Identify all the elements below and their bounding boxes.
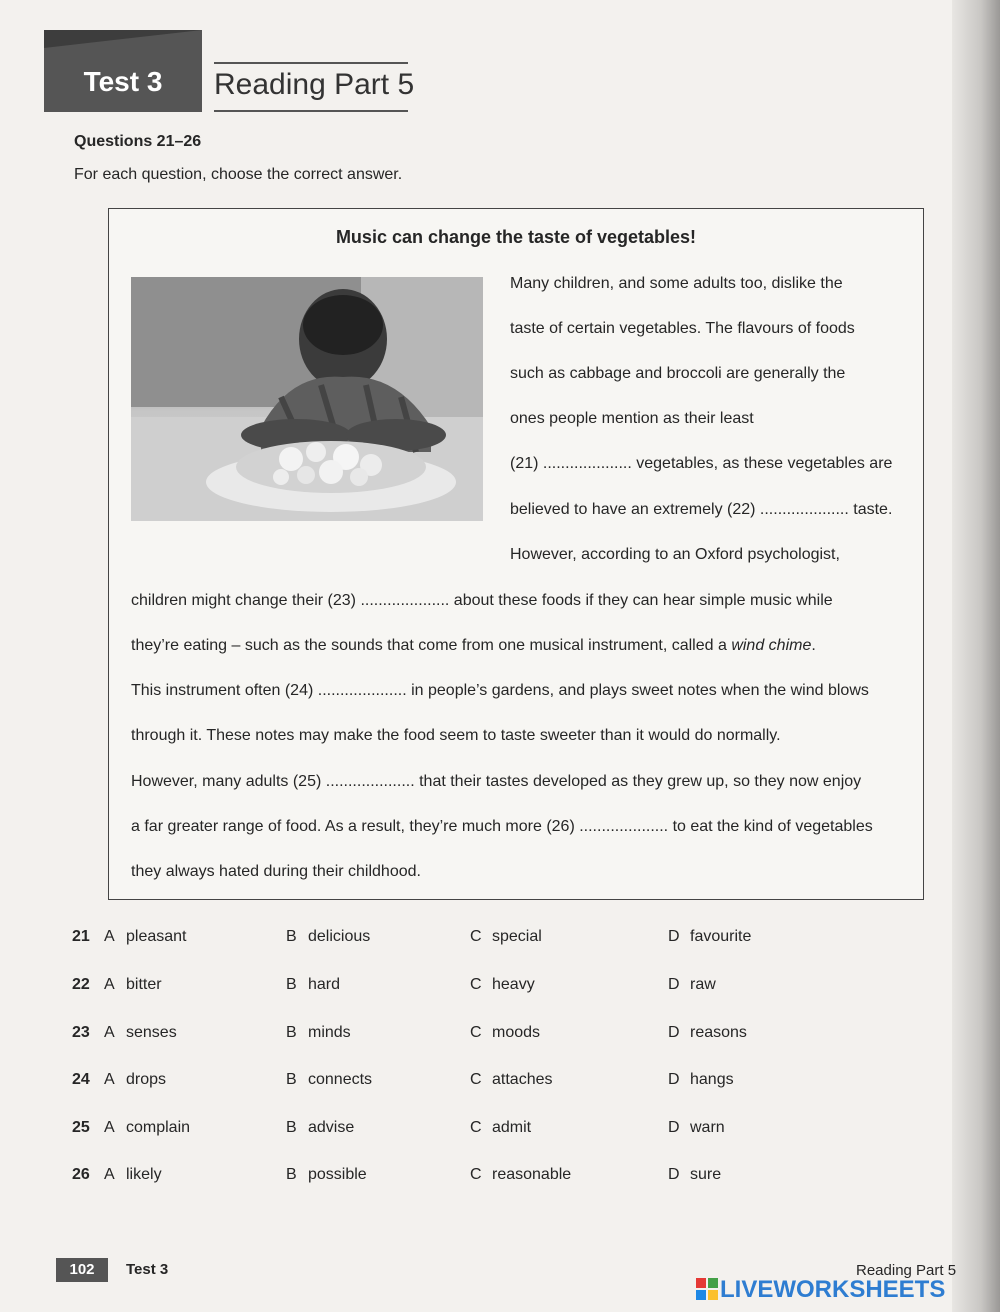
option-text: advise: [308, 1119, 355, 1136]
option-text: likely: [126, 1166, 162, 1183]
option-letter: D: [668, 976, 680, 993]
footer-test-label: Test 3: [126, 1261, 169, 1278]
option-text: bitter: [126, 976, 162, 993]
passage-line-10: This instrument often (24) .................... in people’s gardens, and plays sweet notes when the wind blows: [131, 682, 869, 699]
passage-line-13: a far greater range of food. As a result, they’re much more (26) .................... to eat the kind of vegetables: [131, 818, 873, 835]
option-25-a[interactable]: [104, 1119, 190, 1137]
passage-line-5: (21) .................... vegetables, as these vegetables are: [510, 455, 893, 472]
option-letter: A: [104, 976, 115, 993]
passage-line-8: children might change their (23) .................... about these foods if they can hear simple music while: [131, 592, 833, 609]
option-text: warn: [690, 1119, 725, 1136]
page-number: 102: [56, 1258, 108, 1282]
option-letter: C: [470, 1119, 482, 1136]
wind-chime-period: .: [811, 637, 816, 654]
option-letter: A: [104, 1024, 115, 1041]
option-22-b[interactable]: [286, 976, 340, 994]
option-text: moods: [492, 1024, 541, 1041]
option-letter: B: [286, 976, 297, 993]
option-text: reasonable: [492, 1166, 572, 1183]
option-21-b[interactable]: [286, 928, 370, 946]
option-24-c[interactable]: [470, 1071, 552, 1089]
option-23-c[interactable]: [470, 1024, 540, 1042]
option-21-d[interactable]: [668, 928, 751, 946]
question-number: 25: [72, 1119, 90, 1136]
part-title: Reading Part 5: [214, 68, 415, 101]
option-letter: C: [470, 928, 482, 945]
option-text: connects: [308, 1071, 373, 1088]
option-text: delicious: [308, 928, 371, 945]
option-24-b[interactable]: [286, 1071, 372, 1089]
option-text: pleasant: [126, 928, 187, 945]
footer-part-label: Reading Part 5: [856, 1262, 957, 1279]
passage-line-4: ones people mention as their least: [510, 410, 754, 427]
option-text: drops: [126, 1071, 167, 1088]
option-23-a[interactable]: [104, 1024, 177, 1042]
option-25-c[interactable]: [470, 1119, 531, 1137]
passage-line-14: they always hated during their childhood.: [131, 863, 421, 880]
option-22-c[interactable]: [470, 976, 535, 994]
watermark-text: LIVEWORKSHEETS: [720, 1276, 946, 1303]
question-number: 26: [72, 1166, 90, 1183]
option-26-d[interactable]: [668, 1166, 721, 1184]
option-letter: A: [104, 1119, 115, 1136]
passage-line-7: However, according to an Oxford psychologist,: [510, 546, 840, 563]
passage-line-11: through it. These notes may make the food seem to taste sweeter than it would do normally.: [131, 727, 781, 744]
option-letter: B: [286, 928, 297, 945]
liveworksheets-watermark: [696, 1276, 945, 1304]
question-number: 21: [72, 928, 90, 945]
option-24-d[interactable]: [668, 1071, 734, 1089]
passage-line-1: Many children, and some adults too, dislike the: [510, 275, 843, 292]
option-text: sure: [690, 1166, 722, 1183]
wind-chime-term: wind chime: [731, 637, 812, 654]
option-letter: C: [470, 1071, 482, 1088]
option-text: complain: [126, 1119, 191, 1136]
question-number: 22: [72, 976, 90, 993]
option-text: reasons: [690, 1024, 747, 1041]
question-number: 24: [72, 1071, 90, 1088]
header-rule-bottom: [214, 110, 408, 112]
test-label: Test 3: [83, 66, 163, 97]
option-21-a[interactable]: [104, 928, 187, 946]
option-text: heavy: [492, 976, 535, 993]
option-letter: B: [286, 1024, 297, 1041]
option-letter: D: [668, 1166, 680, 1183]
option-letter: A: [104, 1071, 115, 1088]
option-23-d[interactable]: [668, 1024, 747, 1042]
passage-line-9: [131, 637, 816, 655]
option-25-d[interactable]: [668, 1119, 725, 1137]
option-22-d[interactable]: [668, 976, 716, 994]
passage-line-2: taste of certain vegetables. The flavours of foods: [510, 320, 855, 337]
option-24-a[interactable]: [104, 1071, 166, 1089]
option-text: hard: [308, 976, 341, 993]
header-rule-top: [214, 62, 408, 64]
option-letter: B: [286, 1071, 297, 1088]
option-23-b[interactable]: [286, 1024, 351, 1042]
option-26-a[interactable]: [104, 1166, 162, 1184]
page-edge-shadow: [952, 0, 1000, 1312]
passage-line-12: However, many adults (25) .................... that their tastes developed as they grew up, so they now enjoy: [131, 773, 862, 790]
passage-box: [108, 208, 924, 900]
option-text: admit: [492, 1119, 532, 1136]
option-letter: C: [470, 976, 482, 993]
option-text: attaches: [492, 1071, 553, 1088]
option-text: possible: [308, 1166, 367, 1183]
passage-line-3: such as cabbage and broccoli are generally the: [510, 365, 846, 382]
option-letter: D: [668, 928, 680, 945]
question-number: 23: [72, 1024, 90, 1041]
option-letter: A: [104, 928, 115, 945]
questions-title: Questions 21–26: [74, 133, 202, 150]
option-letter: C: [470, 1024, 482, 1041]
passage-line-6: believed to have an extremely (22) .................... taste.: [510, 501, 893, 518]
option-text: minds: [308, 1024, 351, 1041]
liveworksheets-logo-icon: [696, 1278, 718, 1300]
option-letter: D: [668, 1071, 680, 1088]
option-25-b[interactable]: [286, 1119, 354, 1137]
option-letter: A: [104, 1166, 115, 1183]
option-text: favourite: [690, 928, 752, 945]
instruction: For each question, choose the correct answer.: [74, 166, 403, 183]
option-text: raw: [690, 976, 716, 993]
option-text: senses: [126, 1024, 177, 1041]
option-letter: B: [286, 1119, 297, 1136]
passage-title: Music can change the taste of vegetables!: [335, 227, 697, 247]
option-letter: B: [286, 1166, 297, 1183]
option-letter: D: [668, 1024, 680, 1041]
option-text: hangs: [690, 1071, 734, 1088]
option-21-c[interactable]: [470, 928, 542, 946]
photo-illustration: [131, 277, 483, 521]
child-with-vegetables-photo: [131, 277, 483, 521]
option-22-a[interactable]: [104, 976, 162, 994]
option-letter: C: [470, 1166, 482, 1183]
option-text: special: [492, 928, 542, 945]
option-26-b[interactable]: [286, 1166, 367, 1184]
option-letter: D: [668, 1119, 680, 1136]
option-26-c[interactable]: [470, 1166, 571, 1184]
passage-line-9-text: they’re eating – such as the sounds that come from one musical instrument, called a: [131, 637, 732, 654]
